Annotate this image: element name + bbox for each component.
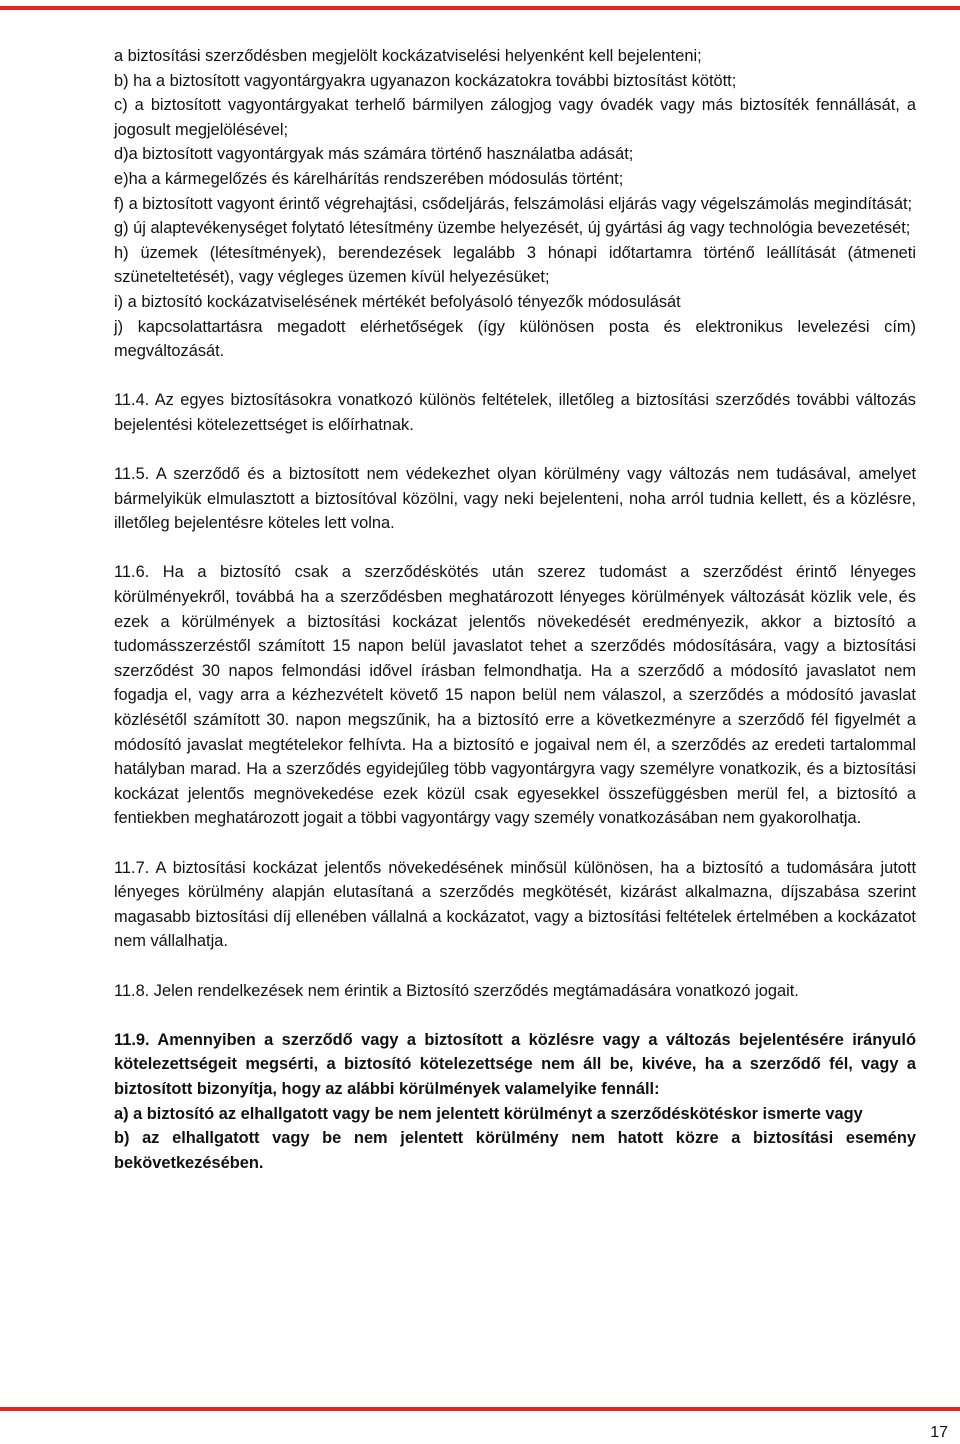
list-item: i) a biztosító kockázatviselésének mértékét befolyásoló tényezők módosulását (114, 292, 681, 311)
section-11-9-item-a: a) a biztosító az elhallgatott vagy be nem jelentett körülményt a szerződéskötéskor ismerte vagy (114, 1104, 863, 1123)
notification-list (114, 44, 916, 364)
section-11-8: 11.8. Jelen rendelkezések nem érintik a Biztosító szerződés megtámadására vonatkozó jogait. (114, 981, 799, 1000)
list-item: c) a biztosított vagyontárgyakat terhelő bármilyen zálogjog vagy óvadék vagy más biztosíték fennállását, a jogosult megjelölésével; (114, 96, 916, 139)
list-item: d)a biztosított vagyontárgyak más számára történő használatba adását; (114, 145, 634, 164)
document-body (114, 44, 916, 1175)
list-item: j) kapcsolattartásra megadott elérhetőségek (így különösen posta és elektronikus levelezési cím) megváltozását. (114, 317, 916, 361)
section-11-7: 11.7. A biztosítási kockázat jelentős növekedésének minősül különösen, ha a biztosító a tudomására jutott lényeges körülmény alapján elutasítaná a szerződés megkötését, kizárást alkalmazna, díjszabása szerint magasabb biztosítási díj ellenében vállalná a kockázatot, vagy a biztosítási feltételek értelmében a kockázatot nem vállalhatja. (114, 858, 916, 951)
list-item: h) üzemek (létesítmények), berendezések legalább 3 hónapi időtartamra történő leállítását (átmeneti szüneteltetését), vagy végleges üzemen kívül helyezésüket; (114, 243, 916, 287)
list-item: g) új alaptevékenységet folytató létesítmény üzembe helyezését, új gyártási ág vagy technológia bevezetését; (114, 219, 911, 238)
section-11-4: 11.4. Az egyes biztosításokra vonatkozó különös feltételek, illetőleg a biztosítási szerződés további változás bejelentési kötelezettséget is előírhatnak. (114, 391, 916, 434)
section-11-9 (114, 1028, 916, 1176)
footer-rule (0, 1407, 960, 1411)
list-item: b) ha a biztosított vagyontárgyakra ugyanazon kockázatokra további biztosítást kötött; (114, 71, 737, 90)
section-11-5: 11.5. A szerződő és a biztosított nem védekezhet olyan körülmény vagy változás nem tudásával, amelyet bármelyikük elmulasztott a biztosítóval közölni, vagy neki bejelenteni, noha arról tudnia kellett, és a közlésre, illetőleg bejelentésre köteles lett volna. (114, 465, 916, 533)
list-item: a biztosítási szerződésben megjelölt kockázatviselési helyenként kell bejelenteni; (114, 47, 702, 65)
list-item: e)ha a kármegelőzés és kárelhárítás rendszerében módosulás történt; (114, 169, 624, 188)
section-11-9-item-b: b) az elhallgatott vagy be nem jelentett körülmény nem hatott közre a biztosítási esemény bekövetkezésében. (114, 1129, 916, 1172)
section-11-6: 11.6. Ha a biztosító csak a szerződéskötés után szerez tudomást a szerződést érintő lényeges körülményekről, továbbá ha a szerződésben meghatározott lényeges körülmények változását közlik vele, és ezek a körülmények a biztosítási kockázat jelentős növekedését eredményezik, akkor a biztosító a tudomásszerzéstől számított 15 napon belül javaslatot tehet a szerződés módosítására, vagy a biztosítási szerződést 30 napos felmondási idővel írásban felmondhatja. Ha a szerződő a módosító javaslatot nem fogadja el, vagy arra a kézhezvételt követő 15 napon belül nem válaszol, a szerződés a módosító javaslat közlésétől számított 30. napon megszűnik, ha a biztosító erre a következményre a szerződő fél figyelmét a módosító javaslat megtételekor felhívta. Ha a biztosító e jogaival nem él, a szerződés az eredeti tartalommal hatályban marad. Ha a szerződés egyidejűleg több vagyontárgyra vagy személyre vonatkozik, és a biztosítási kockázat jelentős megnövekedése ezek közül csak egyesekkel összefüggésben merül fel, a biztosító a fentiekben meghatározott jogait a többi vagyontárgy vagy személy vonatkozásában nem gyakorolhatja. (114, 563, 916, 828)
header-rule (0, 6, 960, 10)
page-number: 17 (930, 1424, 948, 1441)
section-11-9-intro: 11.9. Amennyiben a szerződő vagy a biztosított a közlésre vagy a változás bejelentésére irányuló kötelezettségeit megsérti, a biztosító kötelezettsége nem áll be, kivéve, ha a szerződő fél, vagy a biztosított bizonyítja, hogy az alábbi körülmények valamelyike fennáll: (114, 1030, 916, 1098)
list-item: f) a biztosított vagyont érintő végrehajtási, csődeljárás, felszámolási eljárás vagy végelszámolás megindítását; (114, 194, 913, 213)
